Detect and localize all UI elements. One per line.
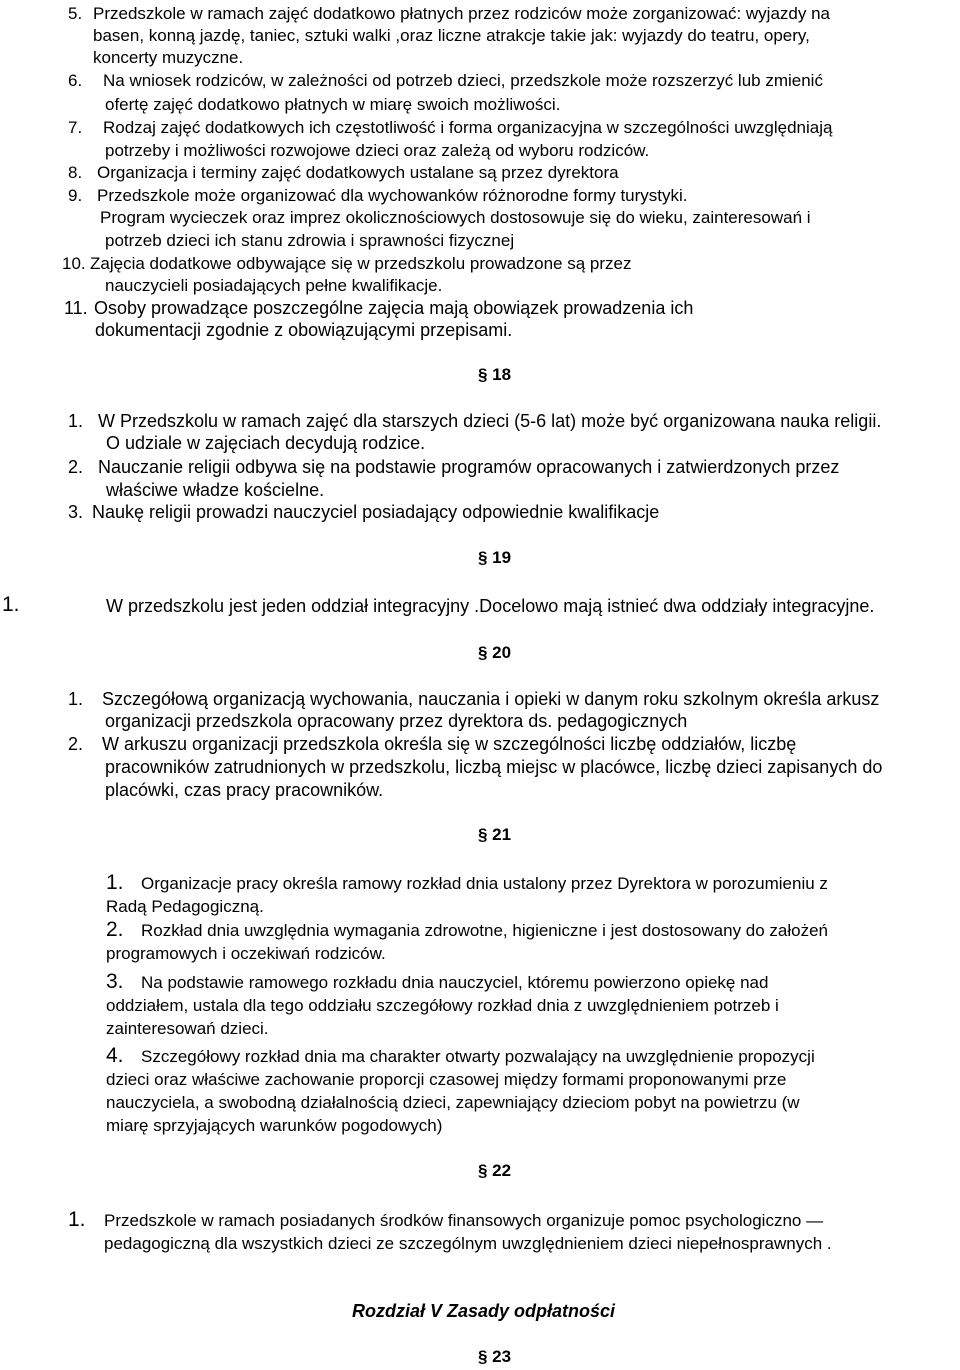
item-number: 5. xyxy=(68,4,83,23)
item-line: Organizacja i terminy zajęć dodatkowych ustalane są przez dyrektora xyxy=(97,163,619,182)
item-line: placówki, czas pracy pracowników. xyxy=(105,780,384,800)
section-heading-18: § 18 xyxy=(478,365,512,384)
item-line: zainteresowań dzieci. xyxy=(106,1019,269,1038)
item-number: 1. xyxy=(68,1208,86,1231)
section-heading-21: § 21 xyxy=(478,825,512,844)
item-number: 9. xyxy=(68,186,83,205)
item-number: 1. xyxy=(106,871,124,894)
item-line: nauczycieli posiadających pełne kwalifikacje. xyxy=(105,276,443,295)
item-line: Na podstawie ramowego rozkładu dnia nauczyciel, któremu powierzono opiekę nad xyxy=(141,973,769,992)
item-number: 10. xyxy=(62,254,86,273)
item-line: programowych i oczekiwań rodziców. xyxy=(106,944,386,963)
item-line: Rozkład dnia uwzględnia wymagania zdrowotne, higieniczne i jest dostosowany do założeń xyxy=(141,921,829,940)
item-line: pracowników zatrudnionych w przedszkolu, liczbą miejsc w placówce, liczbę dzieci zapisanych do xyxy=(105,757,883,777)
item-line: basen, konną jazdę, taniec, sztuki walki ,oraz liczne atrakcje takie jak: wyjazdy do teatru, opery, xyxy=(93,26,810,45)
item-line: Szczegółowy rozkład dnia ma charakter otwarty pozwalający na uwzględnienie propozycji xyxy=(141,1047,815,1066)
item-line: Osoby prowadzące poszczególne zajęcia mają obowiązek prowadzenia ich xyxy=(94,298,694,318)
item-line: potrzeb dzieci ich stanu zdrowia i sprawności fizycznej xyxy=(105,231,515,250)
item-line: O udziale w zajęciach decydują rodzice. xyxy=(106,433,426,453)
item-line: Organizacje pracy określa ramowy rozkład dnia ustalony przez Dyrektora w porozumieniu z xyxy=(141,874,828,893)
item-number: 1. xyxy=(68,689,84,709)
item-number: 6. xyxy=(68,71,83,90)
item-number: 1. xyxy=(2,593,20,616)
item-line: oddziałem, ustala dla tego oddziału szczegółowy rozkład dnia z uwzględnieniem potrzeb i xyxy=(106,996,779,1015)
item-number: 2. xyxy=(68,734,84,754)
item-line: Program wycieczek oraz imprez okolicznościowych dostosowuje się do wieku, zainteresowań i xyxy=(100,208,811,227)
item-line: Na wniosek rodziców, w zależności od potrzeb dzieci, przedszkole może rozszerzyć lub zmienić xyxy=(103,71,823,90)
item-line: organizacji przedszkola opracowany przez dyrektora ds. pedagogicznych xyxy=(105,711,688,731)
item-line: ofertę zajęć dodatkowo płatnych w miarę swoich możliwości. xyxy=(105,95,561,114)
item-number: 7. xyxy=(68,118,83,137)
item-line: dokumentacji zgodnie z obowiązującymi przepisami. xyxy=(95,320,513,340)
section-heading-22: § 22 xyxy=(478,1161,512,1180)
item-line: nauczyciela, a swobodną działalnością dzieci, zapewniający dzieciom pobyt na powietrzu (w xyxy=(106,1093,800,1112)
item-line: Naukę religii prowadzi nauczyciel posiadający odpowiednie kwalifikacje xyxy=(92,502,660,522)
item-line: Przedszkole może organizować dla wychowanków różnorodne formy turystyki. xyxy=(97,186,688,205)
item-line: Zajęcia dodatkowe odbywające się w przedszkolu prowadzone są przez xyxy=(90,254,632,273)
item-line: Przedszkole w ramach posiadanych środków finansowych organizuje pomoc psychologiczno — xyxy=(104,1211,824,1230)
item-line: właściwe władze kościelne. xyxy=(106,480,325,500)
item-line: Rodzaj zajęć dodatkowych ich częstotliwość i forma organizacyjna w szczególności uwzględniają xyxy=(103,118,833,137)
item-line: Przedszkole w ramach zajęć dodatkowo płatnych przez rodziców może zorganizować: wyjazdy na xyxy=(93,4,831,23)
item-number: 2. xyxy=(68,457,84,477)
item-number: 1. xyxy=(68,411,84,431)
section-heading-19: § 19 xyxy=(478,548,512,567)
item-number: 4. xyxy=(106,1044,124,1067)
item-number: 2. xyxy=(106,918,124,941)
item-number: 8. xyxy=(68,163,83,182)
item-line: koncerty muzyczne. xyxy=(93,48,244,67)
item-line: pedagogiczną dla wszystkich dzieci ze szczególnym uwzględnieniem dzieci niepełnosprawnych . xyxy=(104,1234,832,1253)
item-line: Szczegółową organizacją wychowania, nauczania i opieki w danym roku szkolnym określa arkusz xyxy=(102,689,880,709)
section-heading-23: § 23 xyxy=(478,1347,512,1366)
item-line: Radą Pedagogiczną. xyxy=(106,897,264,916)
section-heading-20: § 20 xyxy=(478,643,512,662)
item-line: miarę sprzyjających warunków pogodowych) xyxy=(106,1116,443,1135)
item-line: W arkuszu organizacji przedszkola określa się w szczególności liczbę oddziałów, liczbę xyxy=(102,734,797,754)
item-number: 3. xyxy=(106,970,124,993)
item-number: 11. xyxy=(64,298,88,318)
item-line: potrzeby i możliwości rozwojowe dzieci oraz zależą od wyboru rodziców. xyxy=(105,141,650,160)
chapter-title: Rozdział V Zasady odpłatności xyxy=(352,1301,616,1321)
item-line: dzieci oraz właściwe zachowanie proporcji czasowej między formami proponowanymi prze xyxy=(106,1070,787,1089)
item-number: 3. xyxy=(68,502,84,522)
item-line: W przedszkolu jest jeden oddział integracyjny .Docelowo mają istnieć dwa oddziały integracyjne. xyxy=(106,596,875,616)
item-line: Nauczanie religii odbywa się na podstawie programów opracowanych i zatwierdzonych przez xyxy=(98,457,840,477)
item-line: W Przedszkolu w ramach zajęć dla starszych dzieci (5-6 lat) może być organizowana nauka religii. xyxy=(98,411,882,431)
